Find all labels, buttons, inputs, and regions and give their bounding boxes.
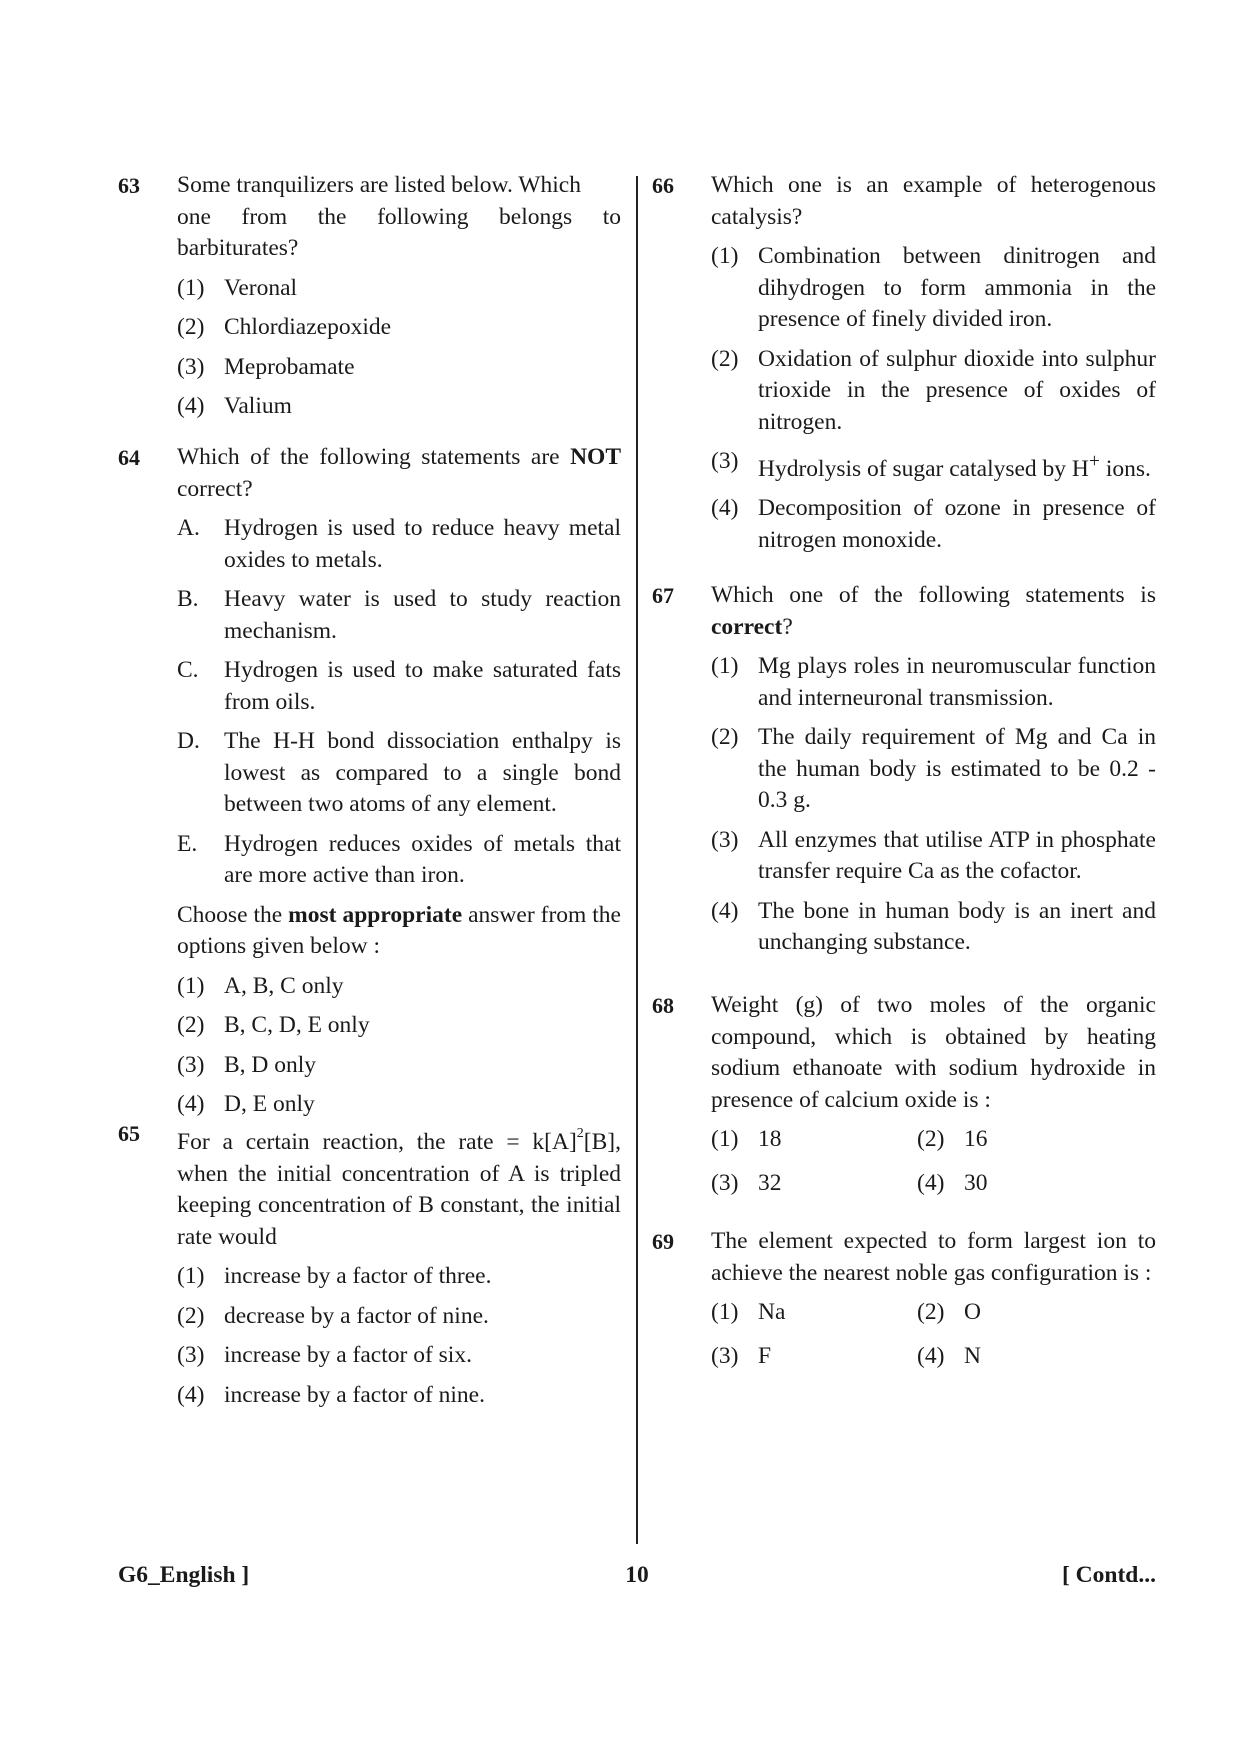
question-number: 69 (652, 1229, 674, 1254)
page-footer (118, 1562, 1156, 1598)
question-stem: Which one is an example of heterogenous catalysis? (711, 172, 1156, 230)
option-2: (2) Chlordiazepoxide (177, 314, 392, 340)
booklet-code: G6_English ] (118, 1562, 250, 1588)
option-1: (1) Mg plays roles in neuromuscular function and interneuronal transmission. (711, 653, 1156, 711)
statement-a: A. Hydrogen is used to reduce heavy metal oxides to metals. (177, 515, 621, 573)
question-63 (118, 170, 621, 423)
question-67 (652, 580, 1156, 959)
option-2: (2) O (917, 1299, 981, 1325)
question-65 (118, 1118, 621, 1411)
option-3: (3) increase by a factor of six. (177, 1342, 472, 1368)
question-number: 68 (652, 993, 674, 1018)
question-stem: The element expected to form largest ion to achieve the nearest noble gas configuration is : (711, 1228, 1156, 1286)
rate-expression: $k[A]^2[B]$ (532, 1126, 616, 1155)
statement-c: C. Hydrogen is used to make saturated fats from oils. (177, 657, 621, 715)
question-68 (652, 990, 1156, 1199)
question-number: 65 (118, 1121, 140, 1146)
question-stem: Which one of the following statements is correct? (711, 582, 1156, 640)
option-1: (1) Combination between dinitrogen and dihydrogen to form ammonia in the presence of finely divided iron. (711, 243, 1156, 332)
continued-label: [ Contd... (1061, 1562, 1156, 1588)
option-2: (2) Oxidation of sulphur dioxide into sulphur trioxide in the presence of oxides of nitrogen. (711, 345, 1156, 435)
question-number: 66 (652, 173, 674, 198)
option-1: (1) increase by a factor of three. (177, 1263, 492, 1289)
option-1: (1) Na (711, 1299, 786, 1325)
option-3: (3) B, D only (177, 1051, 317, 1078)
question-69 (652, 1226, 1156, 1372)
option-1: (1) Veronal (177, 274, 298, 301)
question-64 (118, 442, 621, 1121)
page-number: 10 (625, 1562, 649, 1588)
question-number: 67 (652, 583, 674, 608)
option-4: (4) increase by a factor of nine. (177, 1381, 485, 1408)
option-4: (4) Valium (177, 393, 292, 419)
statement-d: D. The H-H bond dissociation enthalpy is lowest as compared to a single bond between two atoms of any element. (177, 728, 621, 817)
option-1: (1) A, B, C only (177, 972, 344, 999)
option-4: (4) Decomposition of ozone in presence of nitrogen monoxide. (711, 495, 1156, 553)
option-3: (3) F (711, 1342, 772, 1369)
question-stem: Which of the following statements are NOT correct? (177, 444, 621, 502)
question-stem: Some tranquilizers are listed below. Which one from the following belongs to barbiturates? (177, 172, 621, 261)
options-grid (711, 1297, 1156, 1372)
question-stem: Weight (g) of two moles of the organic compound, which is obtained by heating sodium ethanoate with sodium hydroxide in presence of calcium oxide is : (711, 992, 1156, 1113)
option-2: (2) 16 (917, 1126, 988, 1152)
option-2: (2) decrease by a factor of nine. (177, 1302, 489, 1329)
question-number: 64 (118, 445, 140, 470)
option-2: (2) B, C, D, E only (177, 1012, 370, 1038)
option-2: (2) The daily requirement of Mg and Ca in the human body is estimated to be 0.2 - 0.3 g. (711, 724, 1156, 813)
statement-e: E. Hydrogen reduces oxides of metals that are more active than iron. (177, 830, 621, 888)
question-66 (652, 170, 1156, 556)
statement-b: B. Heavy water is used to study reaction mechanism. (177, 586, 621, 644)
column-divider (636, 176, 638, 1544)
option-4: (4) N (917, 1342, 981, 1369)
option-3: (3) Hydrolysis of sugar catalysed by H+ ions. (711, 448, 1151, 482)
option-3: (3) All enzymes that utilise ATP in phosphate transfer require Ca as the cofactor. (711, 826, 1156, 884)
option-3: (3) Meprobamate (177, 353, 355, 380)
option-1: (1) 18 (711, 1126, 782, 1152)
choose-instruction: Choose the most appropriate answer from the options given below : (177, 901, 621, 959)
option-4: (4) The bone in human body is an inert and unchanging substance. (711, 897, 1156, 955)
option-4: (4) D, E only (177, 1091, 315, 1117)
question-number: 63 (118, 173, 140, 198)
option-3: (3) 32 (711, 1169, 782, 1196)
question-stem: For a certain reaction, the rate = $k[A]^2[B]$, when the initial concentration of A is tripled keeping concentration of B constant, the initial rate would (177, 1126, 621, 1250)
options-grid (711, 1124, 1156, 1199)
option-4: (4) 30 (917, 1169, 988, 1196)
